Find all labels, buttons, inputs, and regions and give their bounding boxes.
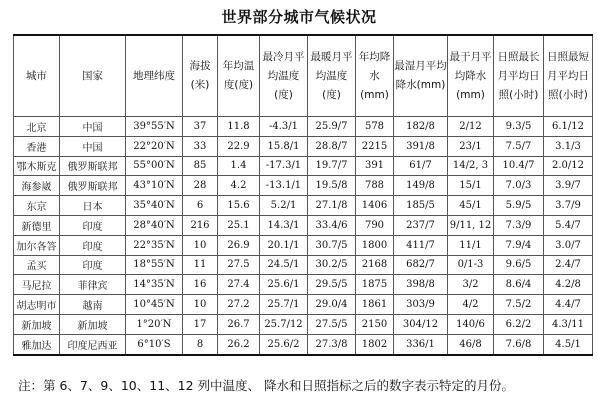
cell-annual-temp: 27.4	[218, 275, 260, 295]
cell-wettest-month-precip: 237/7	[394, 215, 448, 235]
cell-latitude: 1°20′N	[126, 314, 183, 334]
cell-country: 俄罗斯联邦	[60, 156, 126, 176]
cell-min-sunshine: 3.9/7	[544, 176, 593, 196]
cell-coldest-month-temp: 24.5/1	[260, 255, 308, 275]
cell-country: 印度	[60, 255, 126, 275]
table-row	[14, 136, 593, 156]
cell-driest-month-precip: 2/12	[448, 117, 494, 137]
cell-driest-month-precip: 15/1	[448, 176, 494, 196]
cell-annual-precip: 1800	[356, 235, 394, 255]
climate-table	[13, 34, 593, 356]
cell-coldest-month-temp: 20.1/1	[260, 235, 308, 255]
cell-city: 雅加达	[14, 334, 60, 354]
cell-max-sunshine: 6.2/2	[494, 314, 544, 334]
cell-max-sunshine: 9.3/5	[494, 117, 544, 137]
cell-wettest-month-precip: 336/1	[394, 334, 448, 354]
cell-wettest-month-precip: 682/7	[394, 255, 448, 275]
cell-country: 菲律宾	[60, 275, 126, 295]
cell-max-sunshine: 5.9/5	[494, 196, 544, 216]
cell-warmest-month-temp: 27.3/8	[308, 334, 356, 354]
cell-city: 鄂木斯克	[14, 156, 60, 176]
cell-warmest-month-temp: 19.7/7	[308, 156, 356, 176]
cell-latitude: 6°10′S	[126, 334, 183, 354]
header-row	[14, 35, 593, 117]
cell-annual-temp: 26.9	[218, 235, 260, 255]
cell-driest-month-precip: 46/8	[448, 334, 494, 354]
cell-wettest-month-precip: 182/8	[394, 117, 448, 137]
header-max-sunshine: 日照最长月平均日照(小时)	[494, 35, 544, 117]
header-warmest-month-temp: 最暖月平均温度(度)	[308, 35, 356, 117]
cell-annual-precip: 790	[356, 215, 394, 235]
cell-max-sunshine: 7.0/3	[494, 176, 544, 196]
cell-max-sunshine: 8.6/4	[494, 275, 544, 295]
cell-altitude: 10	[183, 295, 218, 315]
cell-latitude: 22°35′N	[126, 235, 183, 255]
cell-country: 中国	[60, 117, 126, 137]
cell-city: 海参崴	[14, 176, 60, 196]
table-row	[14, 176, 593, 196]
cell-country: 印度	[60, 215, 126, 235]
cell-max-sunshine: 7.5/7	[494, 136, 544, 156]
cell-warmest-month-temp: 28.8/7	[308, 136, 356, 156]
cell-min-sunshine: 2.4/7	[544, 255, 593, 275]
table-body	[14, 117, 593, 355]
cell-country: 俄罗斯联邦	[60, 176, 126, 196]
cell-city: 东京	[14, 196, 60, 216]
cell-altitude: 6	[183, 196, 218, 216]
cell-annual-temp: 4.2	[218, 176, 260, 196]
cell-driest-month-precip: 140/6	[448, 314, 494, 334]
cell-wettest-month-precip: 185/5	[394, 196, 448, 216]
cell-coldest-month-temp: -17.3/1	[260, 156, 308, 176]
cell-annual-precip: 1861	[356, 295, 394, 315]
header-city: 城市	[14, 35, 60, 117]
cell-city: 香港	[14, 136, 60, 156]
cell-altitude: 10	[183, 235, 218, 255]
table-row	[14, 255, 593, 275]
cell-max-sunshine: 7.5/2	[494, 295, 544, 315]
table-row	[14, 156, 593, 176]
cell-country: 越南	[60, 295, 126, 315]
cell-annual-precip: 1875	[356, 275, 394, 295]
cell-wettest-month-precip: 303/9	[394, 295, 448, 315]
cell-annual-temp: 25.1	[218, 215, 260, 235]
header-annual-precip: 年均降水(mm)	[356, 35, 394, 117]
cell-coldest-month-temp: 25.6/1	[260, 275, 308, 295]
cell-latitude: 43°10′N	[126, 176, 183, 196]
cell-city: 胡志明市	[14, 295, 60, 315]
cell-country: 中国	[60, 136, 126, 156]
cell-warmest-month-temp: 33.4/6	[308, 215, 356, 235]
table-row	[14, 295, 593, 315]
cell-min-sunshine: 2.0/12	[544, 156, 593, 176]
cell-wettest-month-precip: 149/8	[394, 176, 448, 196]
cell-min-sunshine: 4.5/1	[544, 334, 593, 354]
cell-annual-temp: 22.9	[218, 136, 260, 156]
cell-latitude: 14°35′N	[126, 275, 183, 295]
cell-annual-temp: 27.5	[218, 255, 260, 275]
cell-max-sunshine: 7.6/8	[494, 334, 544, 354]
cell-min-sunshine: 4.4/7	[544, 295, 593, 315]
cell-coldest-month-temp: -4.3/1	[260, 117, 308, 137]
cell-driest-month-precip: 23/1	[448, 136, 494, 156]
cell-country: 日本	[60, 196, 126, 216]
cell-min-sunshine: 4.3/11	[544, 314, 593, 334]
cell-altitude: 28	[183, 176, 218, 196]
cell-annual-precip: 578	[356, 117, 394, 137]
header-driest-month-precip: 最干月平均降水(mm)	[448, 35, 494, 117]
cell-city: 新德里	[14, 215, 60, 235]
cell-altitude: 216	[183, 215, 218, 235]
cell-annual-precip: 2150	[356, 314, 394, 334]
footnote: 注：第 6、7、9、10、11、12 列中温度、 降水和日照指标之后的数字表示特定的月份。	[18, 378, 514, 393]
cell-driest-month-precip: 4/2	[448, 295, 494, 315]
page-title: 世界部分城市气候状况	[221, 8, 377, 26]
cell-wettest-month-precip: 304/12	[394, 314, 448, 334]
cell-altitude: 37	[183, 117, 218, 137]
header-min-sunshine: 日照最短月平均日照(小时)	[544, 35, 593, 117]
cell-latitude: 22°20′N	[126, 136, 183, 156]
cell-warmest-month-temp: 25.9/7	[308, 117, 356, 137]
header-annual-temp: 年均温度(度)	[218, 35, 260, 117]
cell-coldest-month-temp: 25.7/12	[260, 314, 308, 334]
cell-altitude: 17	[183, 314, 218, 334]
cell-annual-precip: 1802	[356, 334, 394, 354]
cell-annual-temp: 27.2	[218, 295, 260, 315]
cell-coldest-month-temp: 25.7/1	[260, 295, 308, 315]
cell-city: 孟买	[14, 255, 60, 275]
cell-annual-precip: 2215	[356, 136, 394, 156]
cell-latitude: 55°00′N	[126, 156, 183, 176]
cell-coldest-month-temp: 5.2/1	[260, 196, 308, 216]
cell-wettest-month-precip: 411/7	[394, 235, 448, 255]
cell-city: 马尼拉	[14, 275, 60, 295]
cell-city: 北京	[14, 117, 60, 137]
cell-coldest-month-temp: 14.3/1	[260, 215, 308, 235]
cell-annual-precip: 1406	[356, 196, 394, 216]
cell-min-sunshine: 3.1/3	[544, 136, 593, 156]
cell-coldest-month-temp: 25.6/2	[260, 334, 308, 354]
cell-min-sunshine: 4.2/8	[544, 275, 593, 295]
cell-altitude: 8	[183, 334, 218, 354]
cell-min-sunshine: 3.7/9	[544, 196, 593, 216]
cell-annual-precip: 2168	[356, 255, 394, 275]
table-row	[14, 314, 593, 334]
cell-warmest-month-temp: 30.2/5	[308, 255, 356, 275]
table-row	[14, 334, 593, 354]
header-country: 国家	[60, 35, 126, 117]
cell-max-sunshine: 9.6/5	[494, 255, 544, 275]
cell-country: 新加坡	[60, 314, 126, 334]
cell-altitude: 16	[183, 275, 218, 295]
cell-warmest-month-temp: 19.5/8	[308, 176, 356, 196]
cell-min-sunshine: 6.1/12	[544, 117, 593, 137]
cell-warmest-month-temp: 30.7/5	[308, 235, 356, 255]
cell-max-sunshine: 7.9/4	[494, 235, 544, 255]
cell-max-sunshine: 7.3/9	[494, 215, 544, 235]
table-row	[14, 235, 593, 255]
cell-altitude: 11	[183, 255, 218, 275]
cell-city: 新加坡	[14, 314, 60, 334]
cell-latitude: 18°55′N	[126, 255, 183, 275]
cell-wettest-month-precip: 398/8	[394, 275, 448, 295]
cell-wettest-month-precip: 61/7	[394, 156, 448, 176]
cell-latitude: 28°40′N	[126, 215, 183, 235]
header-wettest-month-precip: 最湿月平均降水(mm)	[394, 35, 448, 117]
cell-latitude: 10°45′N	[126, 295, 183, 315]
header-altitude: 海拔(米)	[183, 35, 218, 117]
cell-coldest-month-temp: 15.8/1	[260, 136, 308, 156]
cell-latitude: 39°55′N	[126, 117, 183, 137]
cell-warmest-month-temp: 27.5/5	[308, 314, 356, 334]
cell-driest-month-precip: 11/1	[448, 235, 494, 255]
cell-warmest-month-temp: 27.1/8	[308, 196, 356, 216]
cell-annual-temp: 26.7	[218, 314, 260, 334]
cell-country: 印度尼西亚	[60, 334, 126, 354]
header-latitude: 地理纬度	[126, 35, 183, 117]
cell-city: 加尔各答	[14, 235, 60, 255]
cell-annual-temp: 26.2	[218, 334, 260, 354]
cell-warmest-month-temp: 29.5/5	[308, 275, 356, 295]
cell-driest-month-precip: 45/1	[448, 196, 494, 216]
header-coldest-month-temp: 最冷月平均温度(度)	[260, 35, 308, 117]
cell-altitude: 33	[183, 136, 218, 156]
cell-latitude: 35°40′N	[126, 196, 183, 216]
cell-warmest-month-temp: 29.0/4	[308, 295, 356, 315]
cell-driest-month-precip: 3/2	[448, 275, 494, 295]
cell-coldest-month-temp: -13.1/1	[260, 176, 308, 196]
cell-annual-precip: 788	[356, 176, 394, 196]
cell-driest-month-precip: 9/11, 12	[448, 215, 494, 235]
table-row	[14, 215, 593, 235]
cell-wettest-month-precip: 391/8	[394, 136, 448, 156]
cell-annual-precip: 391	[356, 156, 394, 176]
cell-driest-month-precip: 14/2, 3	[448, 156, 494, 176]
cell-max-sunshine: 10.4/7	[494, 156, 544, 176]
cell-min-sunshine: 3.0/7	[544, 235, 593, 255]
cell-altitude: 85	[183, 156, 218, 176]
cell-annual-temp: 11.8	[218, 117, 260, 137]
cell-driest-month-precip: 0/1-3	[448, 255, 494, 275]
table-row	[14, 117, 593, 137]
table-row	[14, 196, 593, 216]
table-row	[14, 275, 593, 295]
cell-annual-temp: 1.4	[218, 156, 260, 176]
cell-country: 印度	[60, 235, 126, 255]
cell-min-sunshine: 5.4/7	[544, 215, 593, 235]
cell-annual-temp: 15.6	[218, 196, 260, 216]
